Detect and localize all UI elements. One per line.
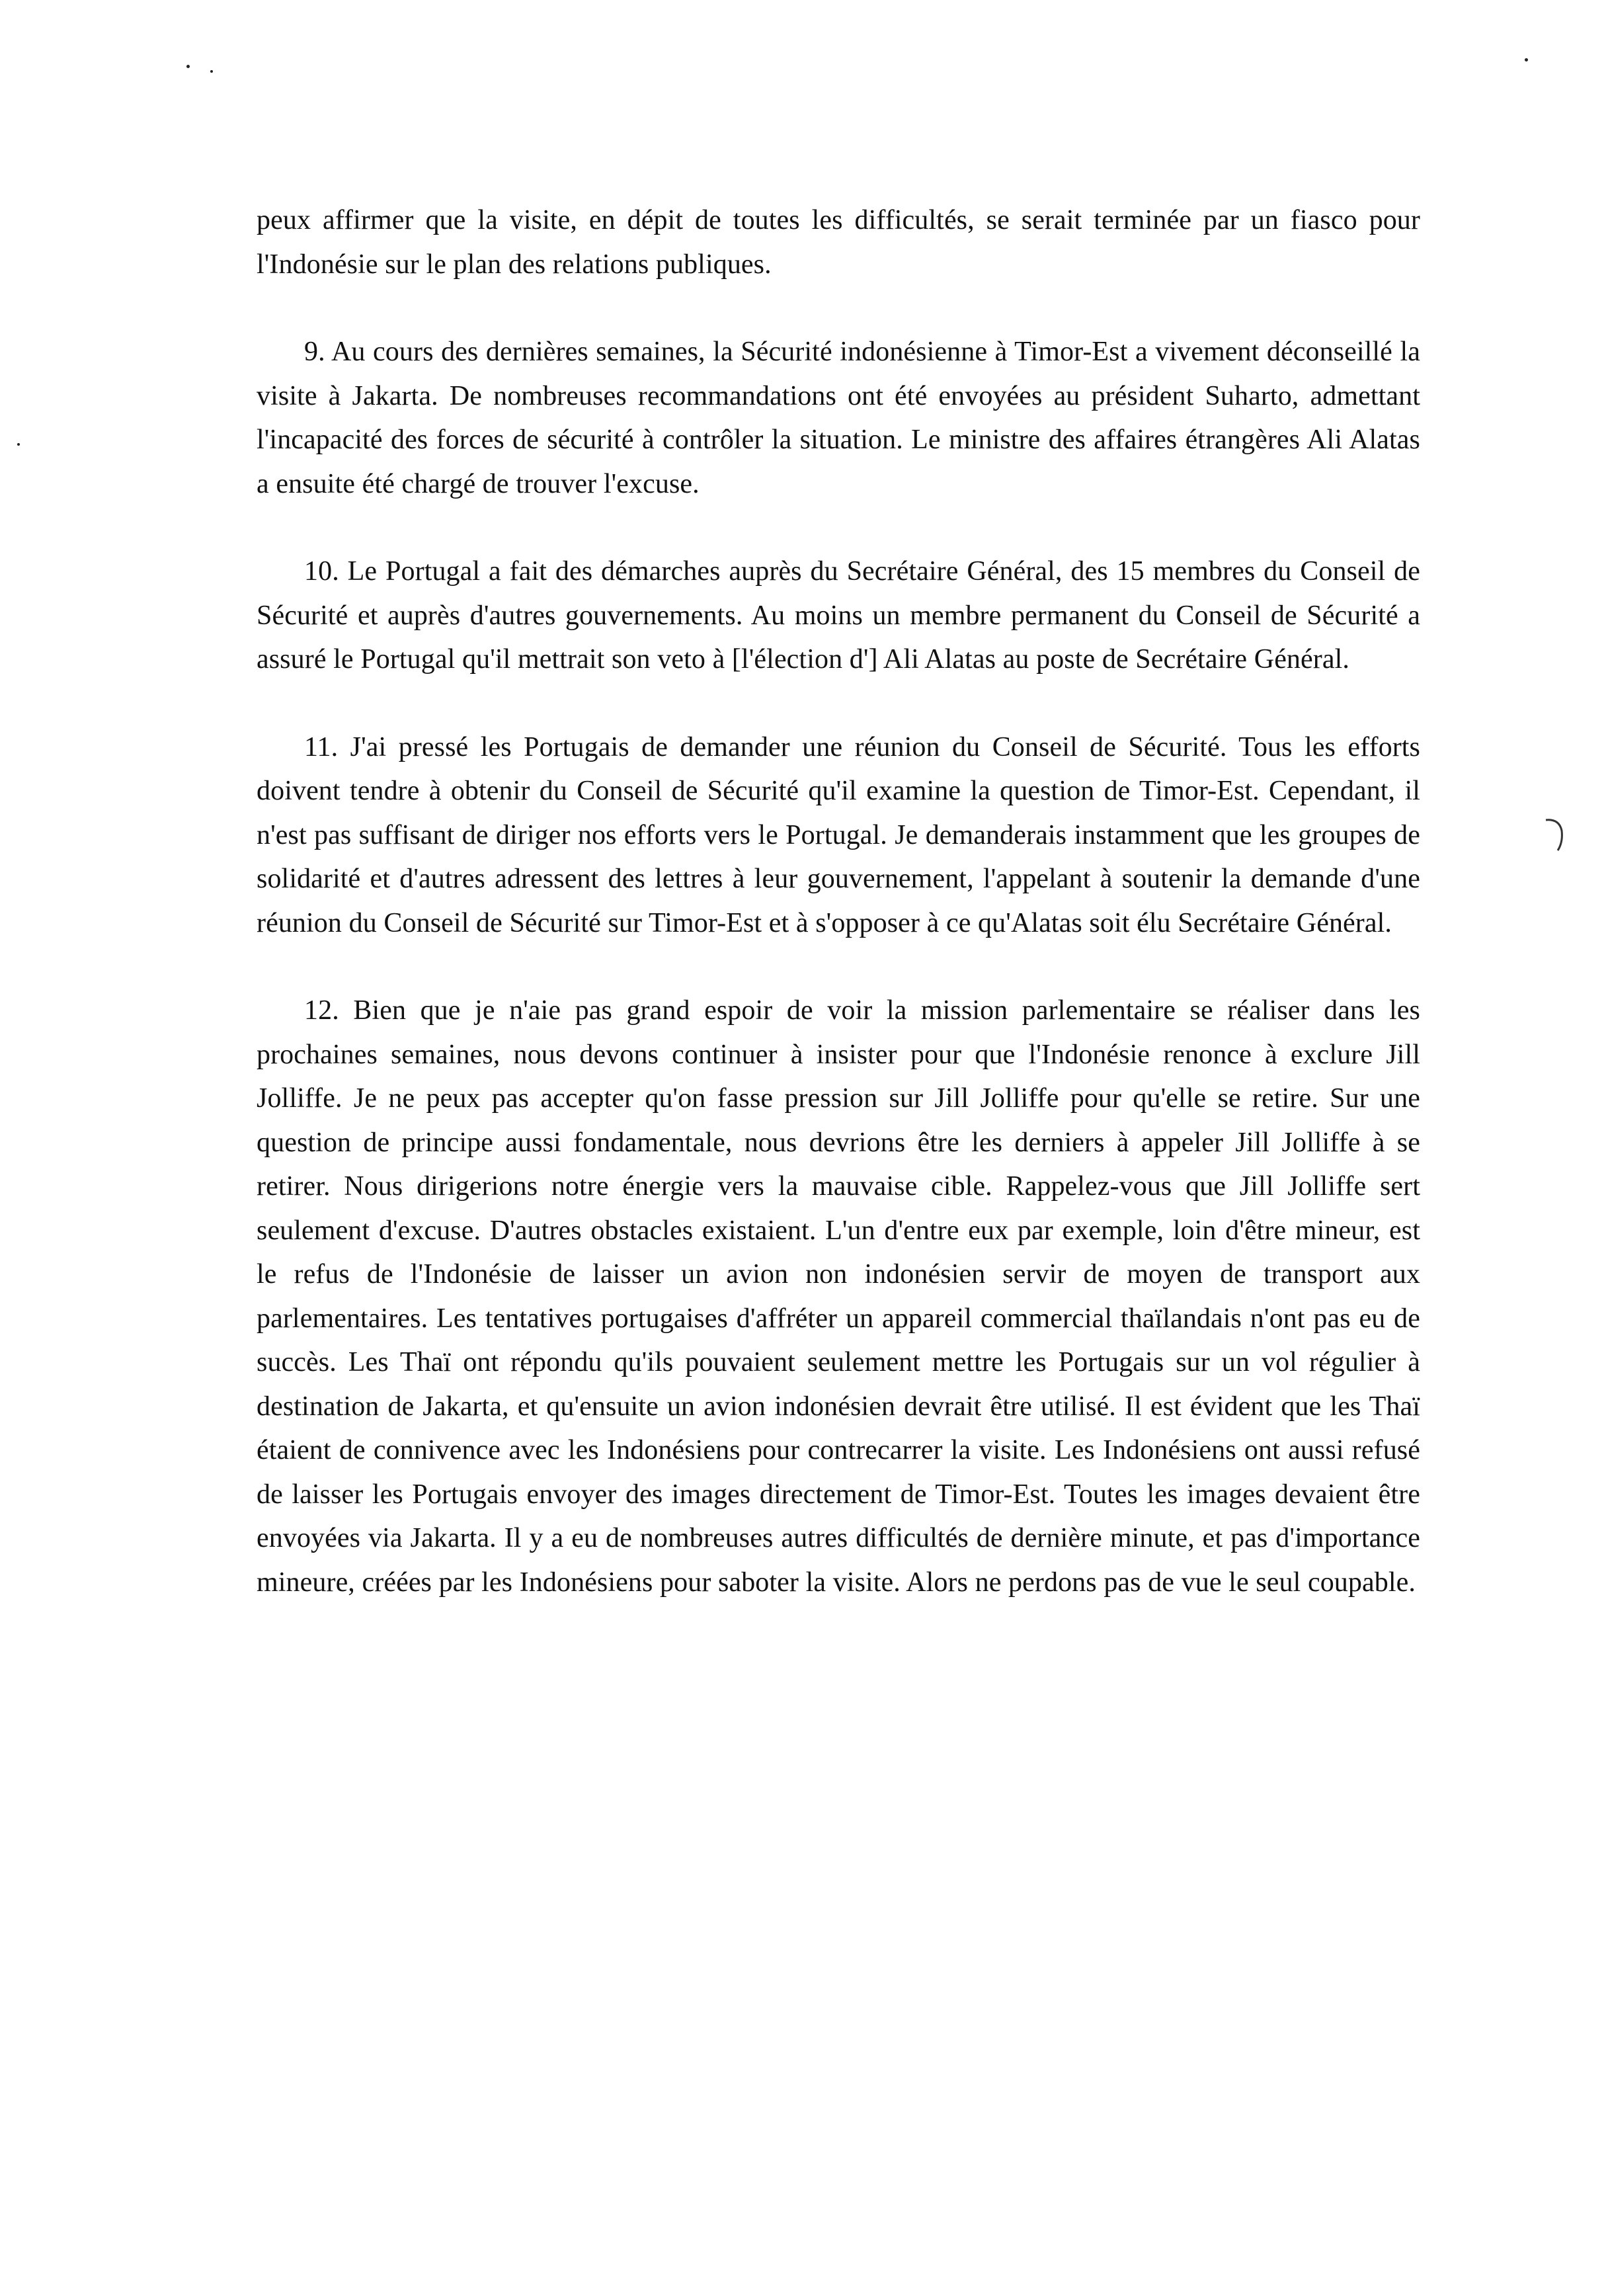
scan-speck bbox=[186, 65, 190, 68]
scan-speck bbox=[1525, 58, 1528, 62]
paragraph-12: 12. Bien que je n'aie pas grand espoir de voir la mission parlementaire se réaliser dans les prochaines semaines, nous devons continuer à insister pour que l'Indonésie renonce à exclure Jill Jolliffe. Je ne peux pas accepter qu'on fasse pression sur Jill Jolliffe pour qu'elle se retire. Sur une question de principe aussi fondamentale, nous devrions être les derniers à appeler Jill Jolliffe à se retirer. Nous dirigerions notre énergie vers la mauvaise cible. Rappelez-vous que Jill Jolliffe sert seulement d'excuse. D'autres obstacles existaient. L'un d'entre eux par exemple, loin d'être mineur, est le refus de l'Indonésie de laisser un avion non indonésien servir de moyen de transport aux parlementaires. Les tentatives portugaises d'affréter un appareil commercial thaïlandais n'ont pas eu de succès. Les Thaï ont répondu qu'ils pouvaient seulement mettre les Portugais sur un vol régulier à destination de Jakarta, et qu'ensuite un avion indonésien devrait être utilisé. Il est évident que les Thaï étaient de connivence avec les Indonésiens pour contrecarrer la visite. Les Indonésiens ont aussi refusé de laisser les Portugais envoyer des images directement de Timor-Est. Toutes les images devaient être envoyées via Jakarta. Il y a eu de nombreuses autres difficultés de dernière minute, et pas d'importance mineure, créées par les Indonésiens pour saboter la visite. Alors ne perdons pas de vue le seul coupable. bbox=[257, 995, 1420, 1598]
margin-bracket-mark bbox=[1545, 817, 1567, 852]
paragraph-9: 9. Au cours des dernières semaines, la Sécurité indonésienne à Timor-Est a vivement déconseillé la visite à Jakarta. De nombreuses recommandations ont été envoyées au président Suharto, admettant l'incapacité des forces de sécurité à contrôler la situation. Le ministre des affaires étrangères Ali Alatas a ensuite été chargé de trouver l'excuse. bbox=[257, 337, 1420, 499]
paragraph-11: 11. J'ai pressé les Portugais de demander une réunion du Conseil de Sécurité. Tous les efforts doivent tendre à obtenir du Conseil de Sécurité qu'il examine la question de Timor-Est. Cependant, il n'est pas suffisant de diriger nos efforts vers le Portugal. Je demanderais instamment que les groupes de solidarité et d'autres adressent des lettres à leur gouvernement, l'appelant à soutenir la demande d'une réunion du Conseil de Sécurité sur Timor-Est et à s'opposer à ce qu'Alatas soit élu Secrétaire Général. bbox=[257, 731, 1420, 938]
document-body bbox=[257, 198, 1420, 1648]
scan-speck bbox=[210, 70, 213, 73]
paragraph-10: 10. Le Portugal a fait des démarches auprès du Secrétaire Général, des 15 membres du Conseil de Sécurité et auprès d'autres gouvernements. Au moins un membre permanent du Conseil de Sécurité a assuré le Portugal qu'il mettrait son veto à [l'élection d'] Ali Alatas au poste de Secrétaire Général. bbox=[257, 556, 1420, 675]
scan-speck bbox=[17, 443, 20, 446]
paragraph-continuation: peux affirmer que la visite, en dépit de toutes les difficultés, se serait terminée par un fiasco pour l'Indonésie sur le plan des relations publiques. bbox=[257, 205, 1420, 280]
